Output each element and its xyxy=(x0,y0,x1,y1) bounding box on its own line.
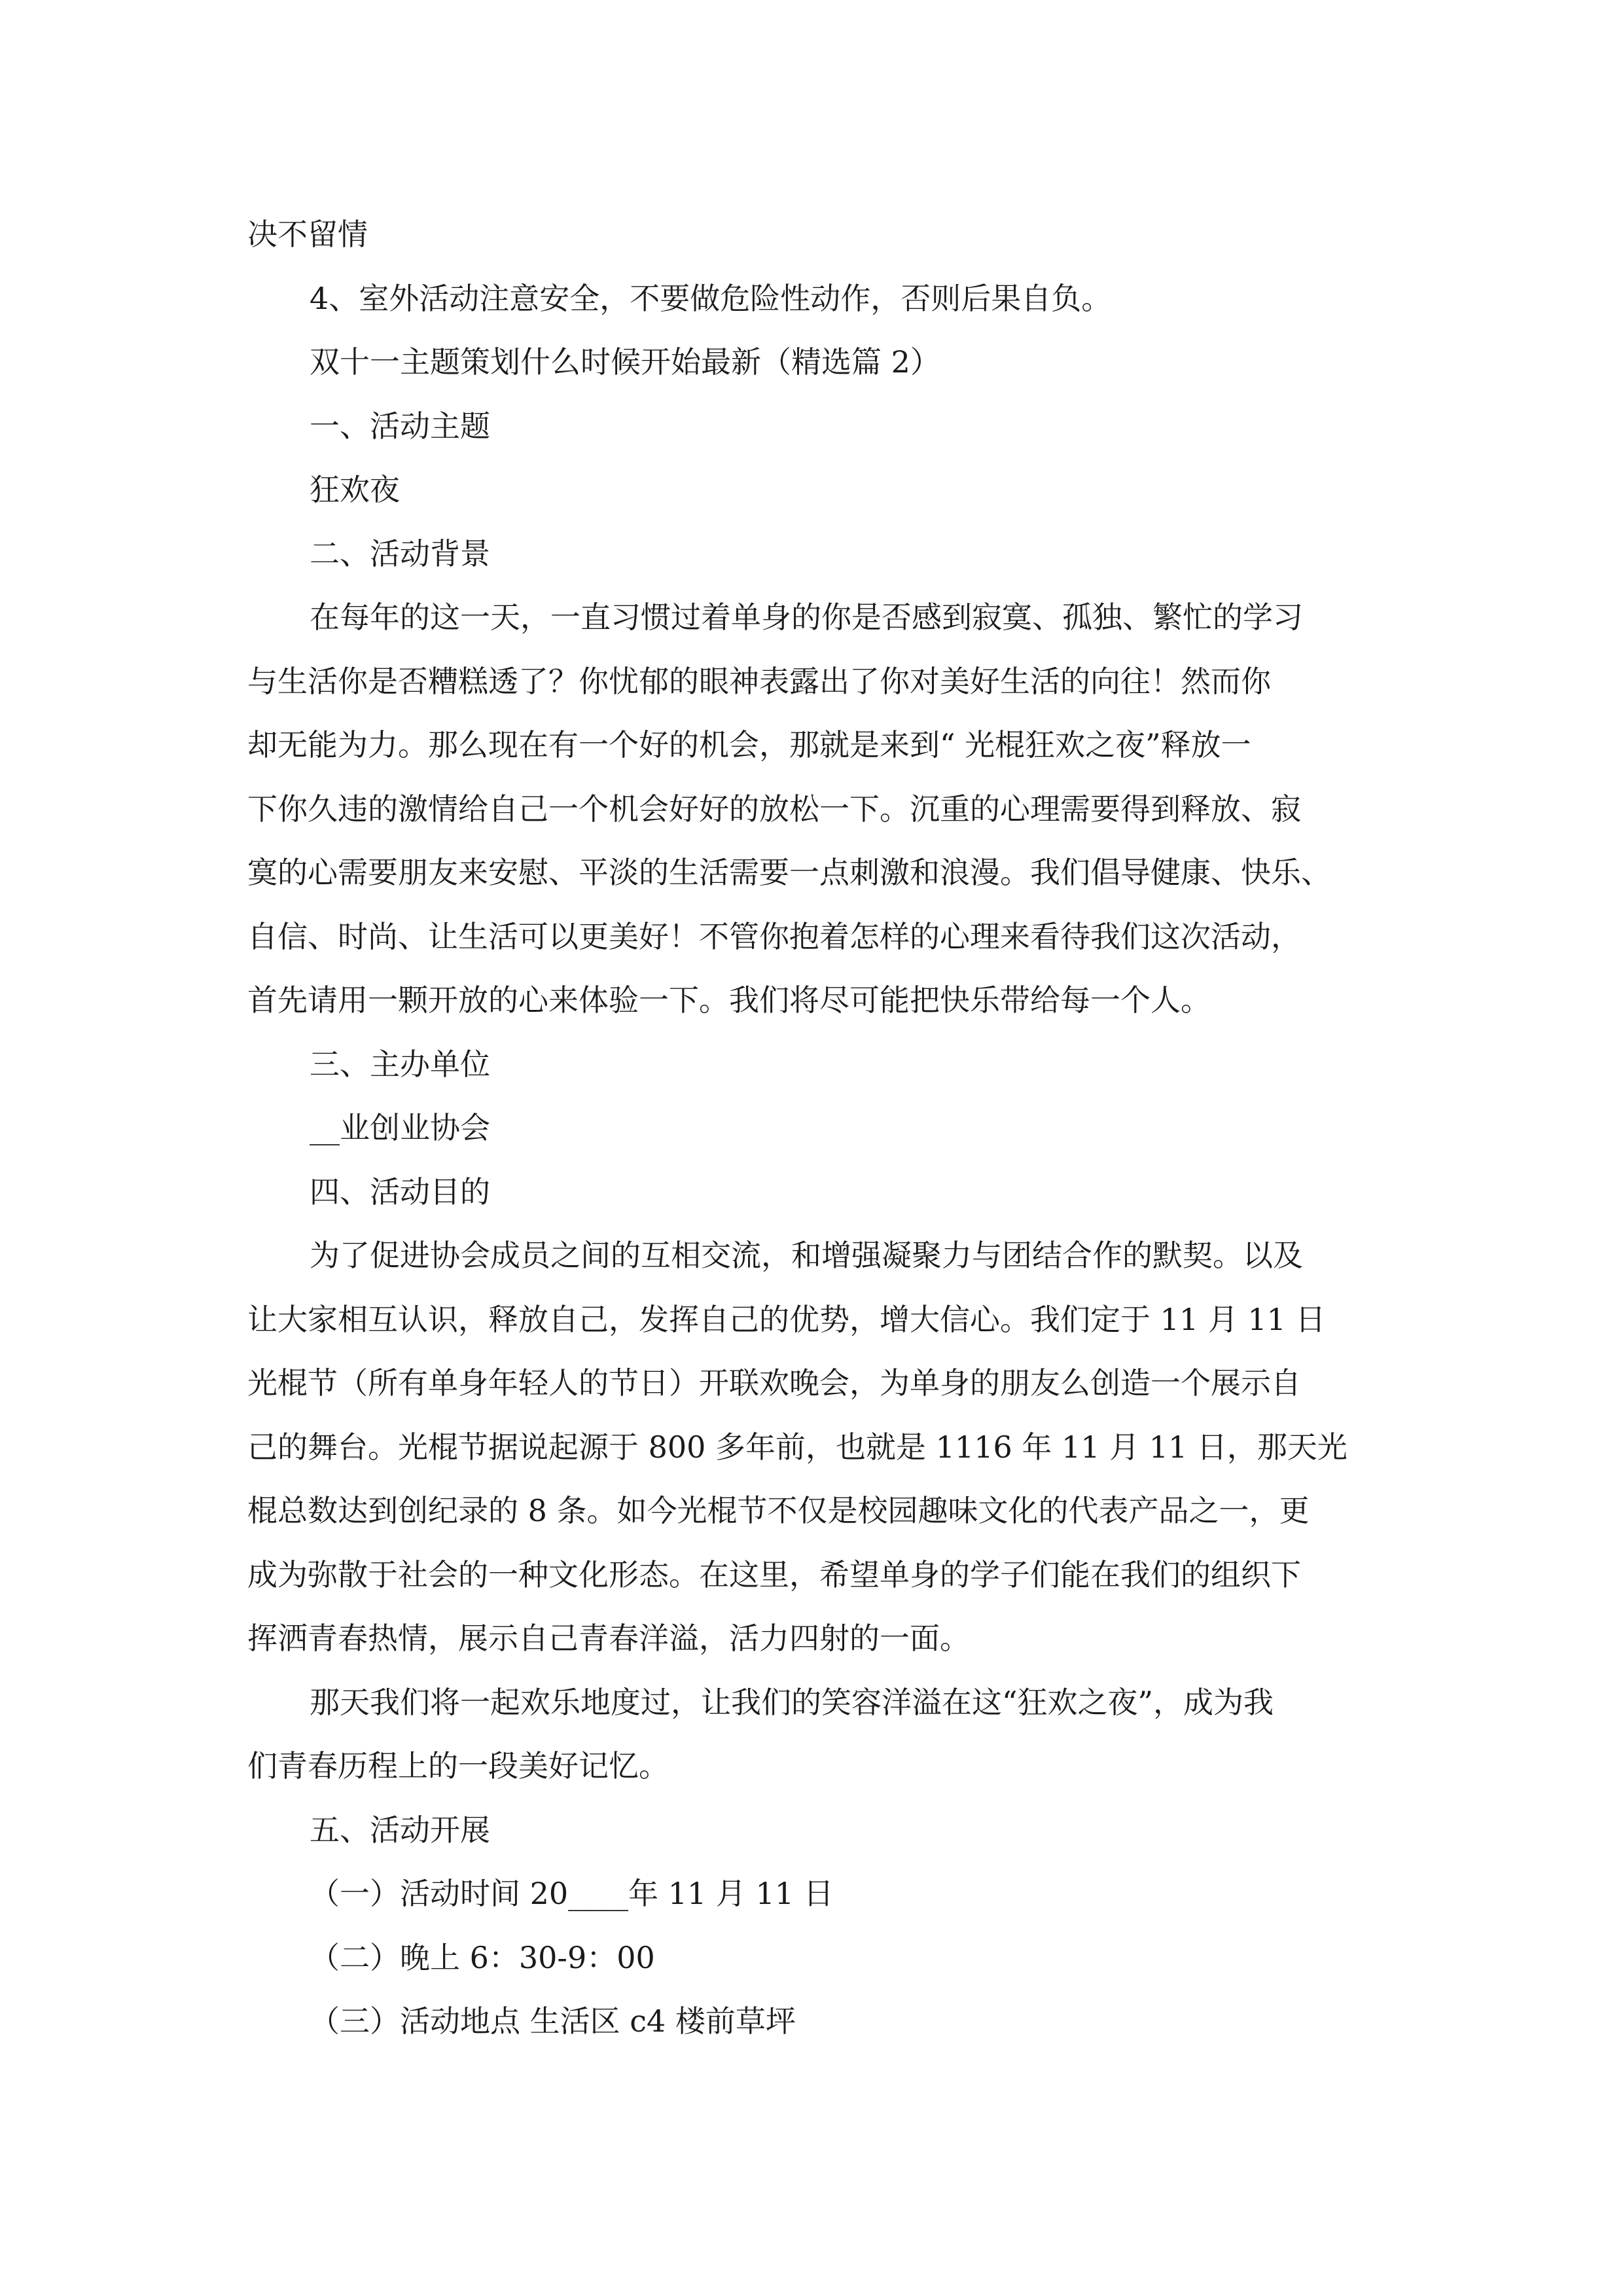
document-page xyxy=(247,203,1396,2054)
text-line: 4、室外活动注意安全，不要做危险性动作，否则后果自负。 xyxy=(310,280,1112,316)
background-line: 自信、时尚、让生活可以更美好！不管你抱着怎样的心理来看待我们这次活动， xyxy=(247,918,1301,954)
section-title: 双十一主题策划什么时候开始最新（精选篇 2） xyxy=(310,344,940,380)
purpose-line: 光棍节（所有单身年轻人的节日）开联欢晚会，为单身的朋友么创造一个展示自 xyxy=(247,1365,1301,1401)
activity-item: （二）晚上 6：30-9：00 xyxy=(310,1939,655,1975)
activity-item: （三）活动地点 生活区 c4 楼前草坪 xyxy=(310,2003,796,2039)
background-line: 首先请用一颗开放的心来体验一下。我们将尽可能把快乐带给每一个人。 xyxy=(247,982,1211,1018)
closing-line: 那天我们将一起欢乐地度过，让我们的笑容洋溢在这“狂欢之夜”，成为我 xyxy=(310,1684,1274,1720)
purpose-line: 让大家相互认识，释放自己，发挥自己的优势，增大信心。我们定于 11 月 11 日 xyxy=(247,1301,1326,1337)
closing-line: 们青春历程上的一段美好记忆。 xyxy=(247,1748,669,1784)
background-line: 却无能为力。那么现在有一个好的机会，那就是来到“ 光棍狂欢之夜”释放一 xyxy=(247,727,1251,762)
background-line: 下你久违的激情给自己一个机会好好的放松一下。沉重的心理需要得到释放、寂 xyxy=(247,791,1301,827)
purpose-line: 为了促进协会成员之间的互相交流，和增强凝聚力与团结合作的默契。以及 xyxy=(310,1238,1303,1273)
background-line: 寞的心需要朋友来安慰、平淡的生活需要一点刺激和浪漫。我们倡导健康、快乐、 xyxy=(247,855,1331,890)
purpose-line: 成为弥散于社会的一种文化形态。在这里，希望单身的学子们能在我们的组织下 xyxy=(247,1556,1301,1592)
heading-theme: 一、活动主题 xyxy=(310,408,490,444)
purpose-line: 己的舞台。光棍节据说起源于 800 多年前，也就是 1116 年 11 月 11 日，那天光 xyxy=(247,1429,1347,1465)
text-line: 决不留情 xyxy=(247,217,368,252)
heading-organizer: 三、主办单位 xyxy=(310,1046,490,1082)
heading-background: 二、活动背景 xyxy=(310,535,490,571)
heading-purpose: 四、活动目的 xyxy=(310,1174,490,1210)
theme-value: 狂欢夜 xyxy=(310,472,400,507)
background-line: 与生活你是否糟糕透了？你忧郁的眼神表露出了你对美好生活的向往！然而你 xyxy=(247,663,1271,699)
heading-activity: 五、活动开展 xyxy=(310,1812,490,1848)
purpose-line: 棍总数达到创纪录的 8 条。如今光棍节不仅是校园趣味文化的代表产品之一，更 xyxy=(247,1493,1310,1528)
organizer-value: __业创业协会 xyxy=(310,1110,490,1145)
background-line: 在每年的这一天，一直习惯过着单身的你是否感到寂寞、孤独、繁忙的学习 xyxy=(310,600,1303,635)
purpose-line: 挥洒青春热情，展示自己青春洋溢，活力四射的一面。 xyxy=(247,1621,970,1656)
activity-item: （一）活动时间 20____年 11 月 11 日 xyxy=(310,1876,834,1911)
